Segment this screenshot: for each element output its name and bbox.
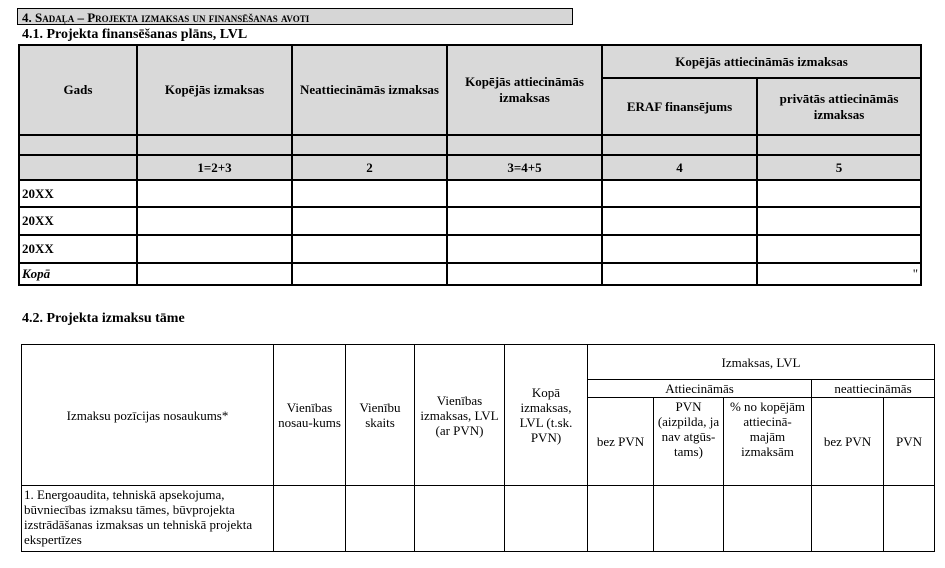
- formula-3: 3=4+5: [447, 155, 602, 180]
- table-row: [19, 235, 921, 263]
- header-group-attiecinamas: Kopējās attiecināmās izmaksas: [602, 45, 921, 78]
- formula-row: [19, 155, 921, 180]
- header-attiecinamas: Attiecināmās: [588, 380, 812, 398]
- cost-estimate-table: [21, 344, 935, 552]
- header-vienibas-nosaukums: Vienības nosau-kums: [274, 345, 346, 486]
- formula-2: 2: [292, 155, 447, 180]
- year-cell: 20XX: [19, 180, 137, 207]
- header-nosaukums: Izmaksu pozīcijas nosaukums*: [22, 345, 274, 486]
- header-vienibas-izmaksas: Vienības izmaksas, LVL (ar PVN): [415, 345, 505, 486]
- header-pvn-aizpilda: PVN (aizpilda, ja nav atgūs-tams): [654, 398, 724, 486]
- financing-plan-table: [18, 44, 922, 286]
- formula-1: 1=2+3: [137, 155, 292, 180]
- total-label: Kopā: [19, 263, 137, 285]
- section-header: [17, 8, 573, 25]
- item-name: 1. Energoaudita, tehniskā apsekojuma, būvniecības izmaksu tāmes, būvprojekta izstrādāšanas izmaksas un tehniskā projekta ekspertīzes: [22, 486, 274, 552]
- header-neattiecinamas: Neattiecināmās izmaksas: [292, 45, 447, 135]
- formula-4: 4: [602, 155, 757, 180]
- blank-gray-row: [19, 135, 921, 155]
- financing-title: 4.1. Projekta finansēšanas plāns, LVL: [22, 27, 248, 42]
- header-kopa-izmaksas: Kopā izmaksas, LVL (t.sk. PVN): [505, 345, 588, 486]
- header-vienibu-skaits: Vienību skaits: [346, 345, 415, 486]
- year-cell: 20XX: [19, 235, 137, 263]
- table-row: [22, 486, 935, 552]
- header-bez-pvn: bez PVN: [588, 398, 654, 486]
- year-cell: 20XX: [19, 207, 137, 235]
- section-title: 4. Sadaļa – Projekta izmaksas un finansēšanas avoti: [22, 10, 310, 25]
- formula-5: 5: [757, 155, 921, 180]
- header-izmaksas: Izmaksas, LVL: [588, 345, 935, 380]
- header-pvn: PVN: [884, 398, 935, 486]
- estimate-title: 4.2. Projekta izmaksu tāme: [22, 311, 185, 326]
- header-eraf: ERAF finansējums: [602, 78, 757, 135]
- header-kopejas-attiecinamas: Kopējās attiecināmās izmaksas: [447, 45, 602, 135]
- header-neattiecinamas: neattiecināmās: [812, 380, 935, 398]
- header-kopejas-izmaksas: Kopējās izmaksas: [137, 45, 292, 135]
- header-privatas: privātās attiecināmās izmaksas: [757, 78, 921, 135]
- header-gads: Gads: [19, 45, 137, 135]
- table-row: [19, 180, 921, 207]
- total-mark: ": [757, 263, 921, 285]
- header-bez-pvn-2: bez PVN: [812, 398, 884, 486]
- total-row: [19, 263, 921, 285]
- table-row: [19, 207, 921, 235]
- header-procenti: % no kopējām attiecinā-majām izmaksām: [724, 398, 812, 486]
